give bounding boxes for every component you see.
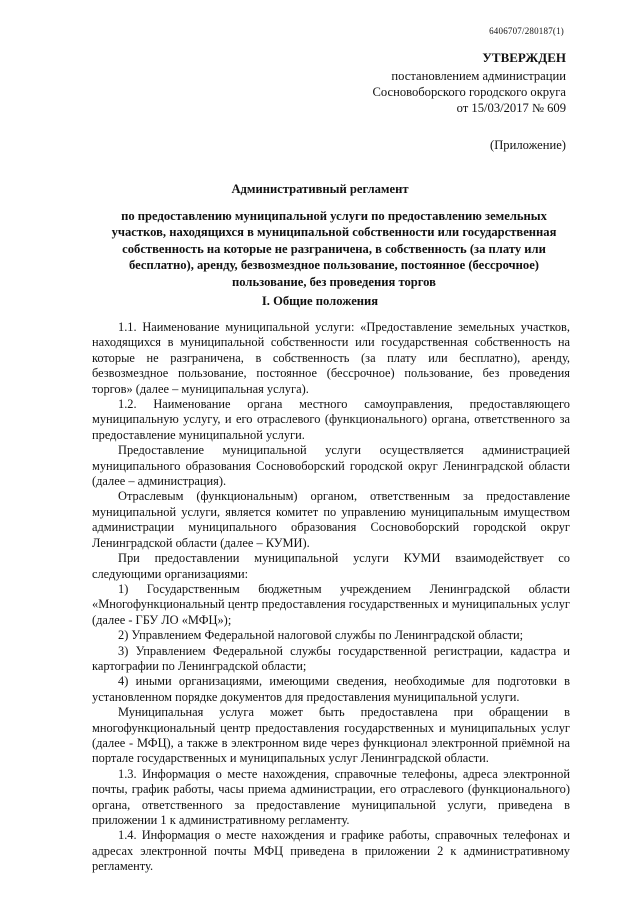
paragraph: 3) Управлением Федеральной службы государственной регистрации, кадастра и картографии по Ленинградской области; xyxy=(92,643,570,673)
section-heading: I. Общие положения xyxy=(261,294,379,308)
appendix-label: (Приложение) xyxy=(490,138,566,152)
paragraph: 4) иными организациями, имеющими сведения, необходимые для подготовки в установленном порядке документов для предоставления муниципальной услуги. xyxy=(92,674,570,704)
document-subtitle: по предоставлению муниципальной услуги по предоставлению земельных участков, находящихся в муниципальной собственности или государственная собственность на которые не разграничена, в собственность (за плату или бесплатно), аренду, безвозмездное пользование, постоянное (бессрочное) пользование, без проведения торгов xyxy=(111,209,557,289)
document-body xyxy=(92,320,570,875)
approval-heading: УТВЕРЖДЕН xyxy=(482,50,566,65)
paragraph: 1.1. Наименование муниципальной услуги: «Предоставление земельных участков, находящихся в муниципальной собственности или государственная собственность на которые не разграничена, в собственность (за плату или бесплатно), аренду, безвозмездное пользование, постоянное (бессрочное) пользование, без проведения торгов» (далее – муниципальная услуга). xyxy=(92,320,570,396)
approval-line-1: постановлением администрации xyxy=(391,69,566,83)
paragraph: 1) Государственным бюджетным учреждением Ленинградской области «Многофункциональный центр предоставления государственных и муниципальных услуг (далее - ГБУ ЛО «МФЦ»); xyxy=(92,581,570,627)
document-title: Административный регламент xyxy=(231,182,409,196)
paragraph: При предоставлении муниципальной услуги КУМИ взаимодействует со следующими организациями: xyxy=(92,551,570,581)
approval-stamp xyxy=(372,50,566,116)
paragraph: 1.2. Наименование органа местного самоуправления, предоставляющего муниципальную услугу, и его отраслевого (функционального) органа, ответственного за предоставление муниципальной услуги. xyxy=(92,397,570,442)
paragraph: 1.4. Информация о месте нахождения и графике работы, справочных телефонах и адресах электронной почты МФЦ приведена в приложении 2 к административному регламенту. xyxy=(92,828,570,874)
document-code: 6406707/280187(1) xyxy=(489,26,564,36)
paragraph: Муниципальная услуга может быть предоставлена при обращении в многофункциональный центр предоставления государственных и муниципальных услуг (далее - МФЦ), а также в электронном виде через функционал электронной приёмной на портале государственных и муниципальных услуг Ленинградской области. xyxy=(92,705,570,766)
approval-line-2: Сосновоборского городского округа xyxy=(372,85,566,99)
paragraph: Предоставление муниципальной услуги осуществляется администрацией муниципального образования Сосновоборский городской округ Ленинградской области (далее – администрация). xyxy=(92,443,570,489)
paragraph: 2) Управлением Федеральной налоговой службы по Ленинградской области; xyxy=(118,628,524,643)
paragraph: Отраслевым (функциональным) органом, ответственным за предоставление муниципальной услуги, является комитет по управлению муниципальным имуществом администрации муниципального образования Сосновоборский городской округ Ленинградской области (далее – КУМИ). xyxy=(92,489,570,550)
approval-line-3: от 15/03/2017 № 609 xyxy=(456,101,566,115)
paragraph: 1.3. Информация о месте нахождения, справочные телефоны, адреса электронной почты, график работы, часы приема администрации, его отраслевого (функционального) органа, ответственного за предоставление муниципальной услуги, приведена в приложении 1 к административному регламенту. xyxy=(92,766,570,827)
